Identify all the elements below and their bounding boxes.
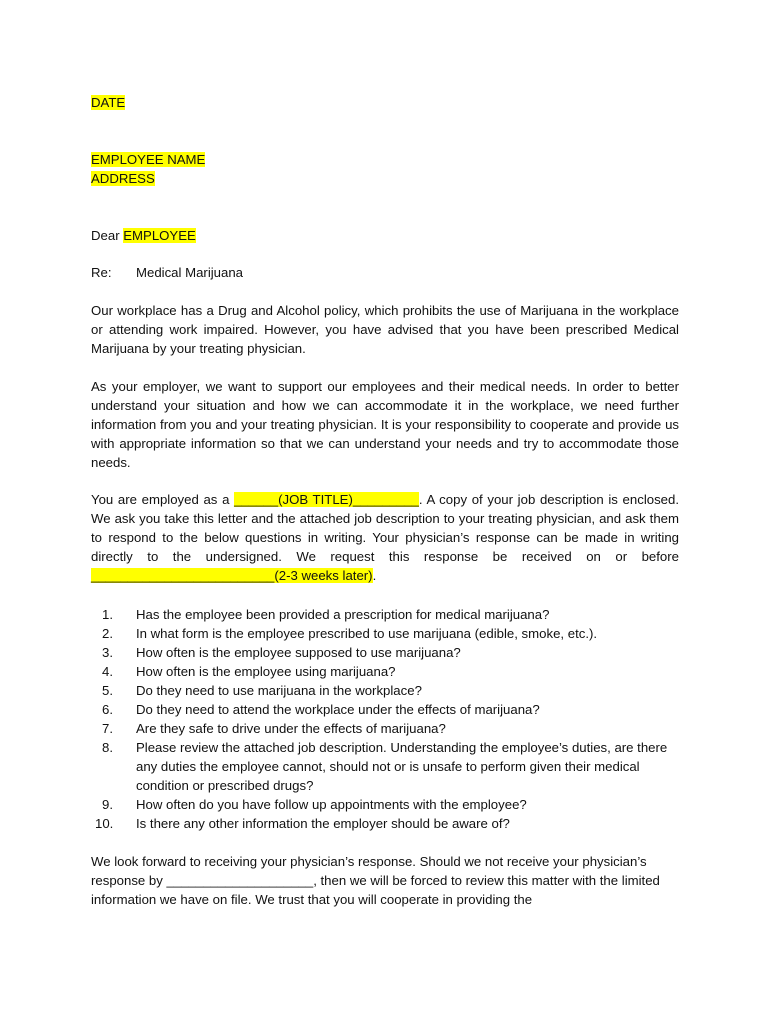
paragraph-policy: Our workplace has a Drug and Alcohol policy, which prohibits the use of Marijuana in the workplace or attending work impaired. However, you have advised that you have been prescribed Medical Marijuana by your treating physician. xyxy=(91,303,679,356)
date-line xyxy=(91,93,125,112)
address-line xyxy=(91,169,155,188)
address-placeholder: ADDRESS xyxy=(91,171,155,186)
list-item xyxy=(91,605,681,624)
question-text: How often do you have follow up appointments with the employee? xyxy=(136,797,527,812)
list-item xyxy=(91,643,681,662)
list-item xyxy=(91,662,681,681)
job-title-placeholder: ______(JOB TITLE)_________ xyxy=(234,492,419,507)
salutation-prefix: Dear xyxy=(91,228,124,243)
question-number: 8. xyxy=(102,740,113,755)
question-number: 4. xyxy=(102,664,113,679)
question-number: 9. xyxy=(102,797,113,812)
questions-list xyxy=(91,605,681,833)
question-number: 6. xyxy=(102,702,113,717)
list-item xyxy=(91,814,681,833)
question-number: 7. xyxy=(102,721,113,736)
list-item xyxy=(91,700,681,719)
question-text: Has the employee been provided a prescription for medical marijuana? xyxy=(136,607,550,622)
deadline-placeholder: _________________________(2-3 weeks later) xyxy=(91,568,373,583)
employee-name-placeholder: EMPLOYEE NAME xyxy=(91,152,206,167)
list-item xyxy=(91,738,681,795)
re-label: Re: xyxy=(91,265,112,280)
question-text: Is there any other information the employer should be aware of? xyxy=(136,816,510,831)
request-text-c: . xyxy=(372,568,377,583)
question-number: 3. xyxy=(102,645,113,660)
list-item xyxy=(91,624,681,643)
question-text: In what form is the employee prescribed to use marijuana (edible, smoke, etc.). xyxy=(136,626,598,641)
question-text: Please review the attached job description. Understanding the employee’s duties, are there any duties the employee cannot, should not or is unsafe to perform given their medical condition or prescribed drugs? xyxy=(136,740,668,793)
salutation xyxy=(91,226,196,245)
list-item xyxy=(91,681,681,700)
request-text-b: . A copy of your job description is enclosed. We ask you take this letter and the attached job description to your treating physician, and ask them to respond to the below questions in writing. Your physician’s response can be made in writing directly to the undersigned. We request this response be received on or before xyxy=(91,492,680,564)
question-number: 10. xyxy=(95,816,114,831)
list-item xyxy=(91,719,681,738)
salutation-name-placeholder: EMPLOYEE xyxy=(123,228,196,243)
paragraph-request xyxy=(91,490,679,585)
request-text-a: You are employed as a xyxy=(91,492,235,507)
question-number: 2. xyxy=(102,626,113,641)
question-text: Do they need to attend the workplace under the effects of marijuana? xyxy=(136,702,540,717)
list-item xyxy=(91,795,681,814)
paragraph-closing: We look forward to receiving your physician’s response. Should we not receive your physician’s response by ____________________, then we will be forced to review this matter with the limited information we have on file. We trust that you will cooperate in providing the xyxy=(91,854,660,907)
question-text: Are they safe to drive under the effects of marijuana? xyxy=(136,721,446,736)
re-subject: Medical Marijuana xyxy=(136,265,244,280)
question-text: How often is the employee using marijuana? xyxy=(136,664,396,679)
employee-name-line xyxy=(91,150,205,169)
question-text: How often is the employee supposed to use marijuana? xyxy=(136,645,461,660)
paragraph-support: As your employer, we want to support our employees and their medical needs. In order to better understand your situation and how we can accommodate it in the workplace, we need further information from you and your treating physician. It is your responsibility to cooperate and provide us with appropriate information so that we can understand your needs and try to accommodate those needs. xyxy=(91,379,679,470)
question-text: Do they need to use marijuana in the workplace? xyxy=(136,683,422,698)
date-placeholder: DATE xyxy=(91,95,126,110)
question-number: 1. xyxy=(102,607,113,622)
question-number: 5. xyxy=(102,683,113,698)
re-line xyxy=(91,263,243,282)
